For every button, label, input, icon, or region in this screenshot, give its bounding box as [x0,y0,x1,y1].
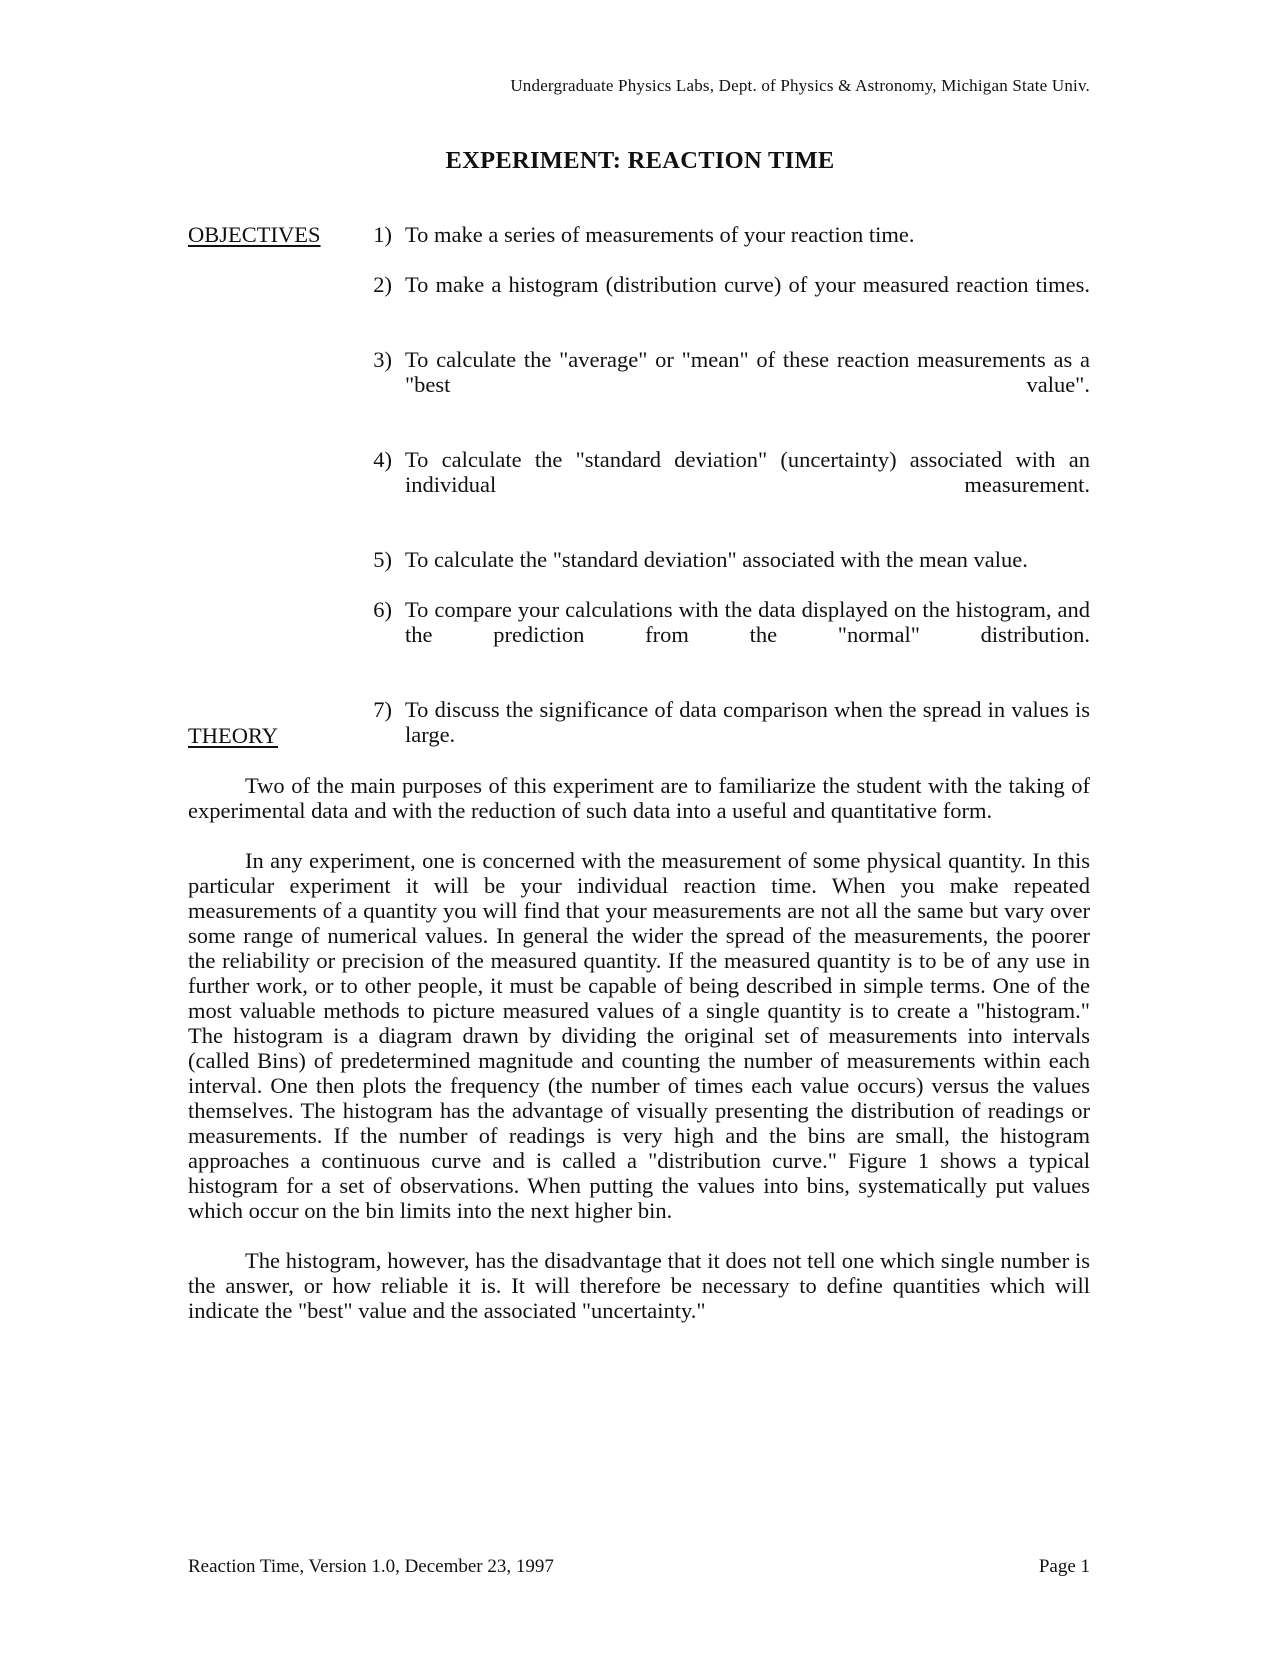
page-footer [188,1556,1090,1578]
objective-text: To calculate the "standard deviation" (uncertainty) associated with an individual measurement. [405,447,1090,497]
objective-number: 7) [373,697,392,722]
objective-number: 2) [373,272,392,297]
theory-paragraph: In any experiment, one is concerned with the measurement of some physical quantity. In this particular experiment it will be your individual reaction time. When you make repeated measurements of a quantity you will find that your measurements are not all the same but vary over some range of numerical values. In general the wider the spread of the measurements, the poorer the reliability or precision of the measured quantity. If the measured quantity is to be of any use in further work, or to other people, it must be capable of being described in simple terms. One of the most valuable methods to picture measured values of a single quantity is to create a "histogram." The histogram is a diagram drawn by dividing the original set of measurements into intervals (called Bins) of predetermined magnitude and counting the number of measurements within each interval. One then plots the frequency (the number of times each value occurs) versus the values themselves. The histogram has the advantage of visually presenting the distribution of readings or measurements. If the number of readings is very high and the bins are small, the histogram approaches a continuous curve and is called a "distribution curve." Figure 1 shows a typical histogram for a set of observations. When putting the values into bins, systematically put values which occur on the bin limits into the next higher bin. [188,848,1090,1223]
objective-item [352,347,1090,422]
objective-number: 4) [373,447,392,472]
objective-item [352,222,1090,247]
objective-text: To make a histogram (distribution curve) of your measured reaction times. [405,272,1090,297]
objective-item [352,597,1090,672]
page-number: Page 1 [1038,1556,1090,1577]
page-header: Undergraduate Physics Labs, Dept. of Physics & Astronomy, Michigan State Univ. [510,76,1090,95]
objectives-heading: OBJECTIVES [188,222,321,247]
objective-item [352,697,1090,772]
objective-item [352,547,1090,572]
objective-text: To make a series of measurements of your reaction time. [405,222,915,247]
footer-version: Reaction Time, Version 1.0, December 23, 1997 [188,1556,554,1577]
theory-paragraph: Two of the main purposes of this experiment are to familiarize the student with the taking of experimental data and with the reduction of such data into a useful and quantitative form. [188,773,1090,823]
objective-item [352,272,1090,322]
objective-text: To calculate the "standard deviation" associated with the mean value. [405,547,1028,572]
theory-heading: THEORY [188,723,278,748]
objective-number: 6) [373,597,392,622]
page-title: EXPERIMENT: REACTION TIME [445,147,835,174]
theory-paragraph: The histogram, however, has the disadvantage that it does not tell one which single number is the answer, or how reliable it is. It will therefore be necessary to define quantities which will indicate the "best" value and the associated "uncertainty." [188,1248,1090,1323]
theory-body [188,773,1090,1348]
objective-text: To compare your calculations with the data displayed on the histogram, and the prediction from the "normal" distribution. [405,597,1090,647]
objective-item [352,447,1090,522]
objective-number: 1) [373,222,392,247]
objective-text: To calculate the "average" or "mean" of these reaction measurements as a "best value". [405,347,1090,397]
objective-number: 3) [373,347,392,372]
objectives-list [352,222,1090,797]
objective-number: 5) [373,547,392,572]
objective-text: To discuss the significance of data comparison when the spread in values is large. [405,697,1090,747]
